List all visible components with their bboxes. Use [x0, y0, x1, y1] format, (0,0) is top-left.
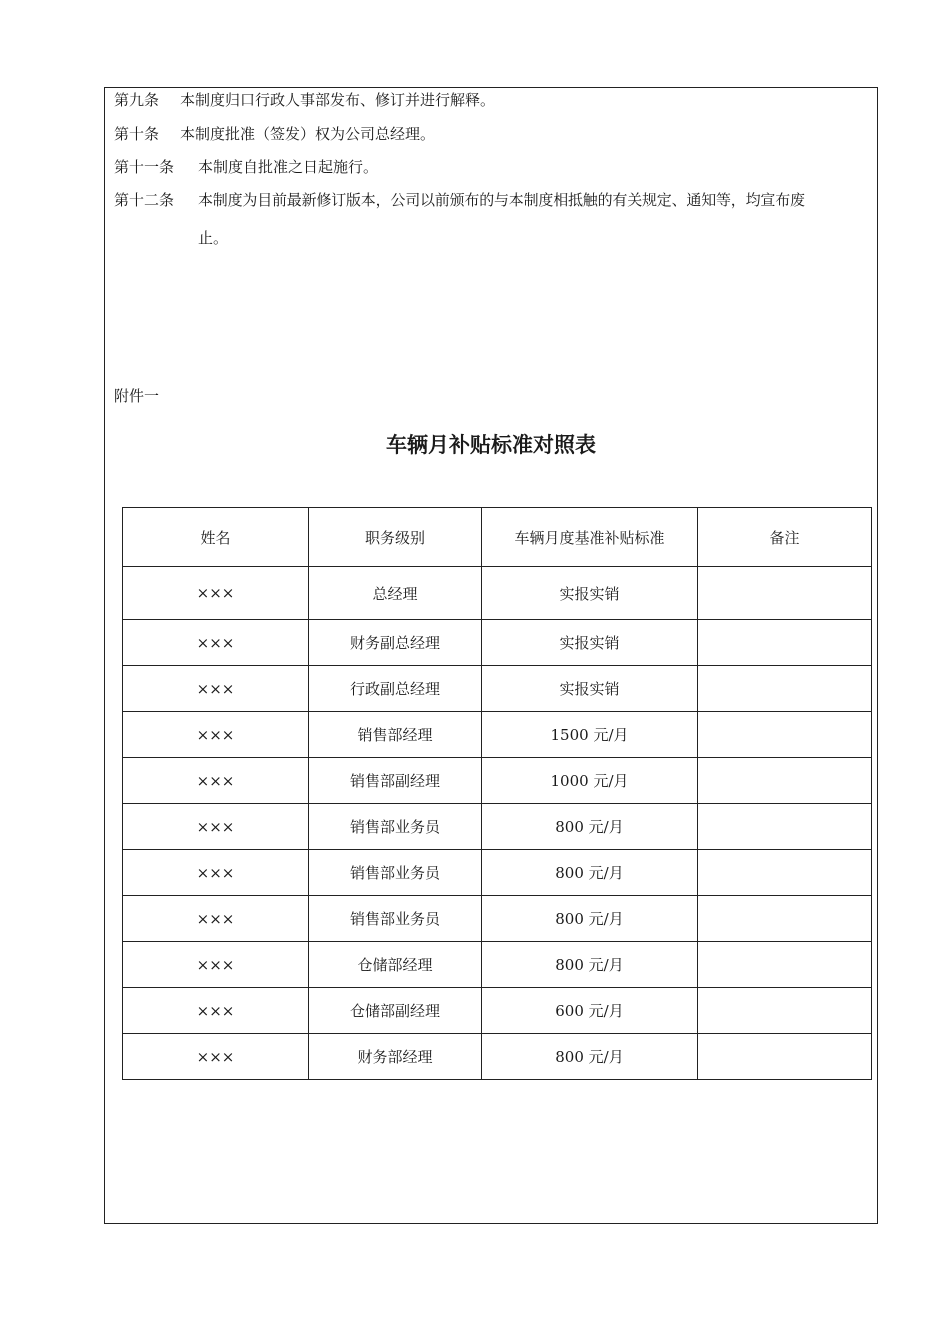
- article-number: 第十一条: [114, 158, 175, 176]
- cell-position: 总经理: [309, 567, 482, 620]
- cell-standard: 实报实销: [482, 666, 698, 712]
- cell-name: ×××: [123, 666, 309, 712]
- cell-position: 行政副总经理: [309, 666, 482, 712]
- article-text: 本制度为目前最新修订版本，公司以前颁布的与本制度相抵触的有关规定、通知等，均宣布废: [198, 191, 805, 209]
- cell-name: ×××: [123, 712, 309, 758]
- cell-remark: [698, 988, 872, 1034]
- cell-position: 财务副总经理: [309, 620, 482, 666]
- cell-remark: [698, 620, 872, 666]
- table-row: [123, 620, 872, 666]
- cell-standard: 800 元/月: [482, 896, 698, 942]
- cell-standard: 800 元/月: [482, 850, 698, 896]
- cell-standard: 实报实销: [482, 567, 698, 620]
- cell-remark: [698, 758, 872, 804]
- cell-name: ×××: [123, 804, 309, 850]
- table-row: [123, 758, 872, 804]
- cell-standard: 1000 元/月: [482, 758, 698, 804]
- table-row: [123, 850, 872, 896]
- article-number: 第九条: [114, 91, 160, 109]
- cell-standard: 实报实销: [482, 620, 698, 666]
- cell-standard: 600 元/月: [482, 988, 698, 1034]
- table-row: [123, 567, 872, 620]
- table-row: [123, 896, 872, 942]
- cell-standard: 800 元/月: [482, 942, 698, 988]
- header-remark: 备注: [698, 508, 872, 567]
- article-11: [114, 156, 378, 178]
- table-row: [123, 804, 872, 850]
- cell-remark: [698, 896, 872, 942]
- table-row: [123, 712, 872, 758]
- cell-standard: 800 元/月: [482, 804, 698, 850]
- table-header-row: [123, 508, 872, 567]
- cell-position: 销售部副经理: [309, 758, 482, 804]
- cell-remark: [698, 1034, 872, 1080]
- cell-name: ×××: [123, 620, 309, 666]
- article-number: 第十二条: [114, 191, 175, 209]
- cell-name: ×××: [123, 942, 309, 988]
- cell-name: ×××: [123, 988, 309, 1034]
- annex-label: 附件一: [114, 387, 160, 405]
- cell-position: 仓储部经理: [309, 942, 482, 988]
- cell-standard: 800 元/月: [482, 1034, 698, 1080]
- cell-position: 销售部经理: [309, 712, 482, 758]
- article-text: 本制度自批准之日起施行。: [198, 158, 379, 176]
- cell-name: ×××: [123, 758, 309, 804]
- cell-name: ×××: [123, 850, 309, 896]
- cell-position: 销售部业务员: [309, 896, 482, 942]
- article-text: 本制度批准（签发）权为公司总经理。: [180, 125, 436, 143]
- table-title: 车辆月补贴标准对照表: [386, 433, 596, 457]
- article-9: [114, 89, 495, 111]
- table-row: [123, 988, 872, 1034]
- cell-name: ×××: [123, 567, 309, 620]
- article-text-continued: 止。: [198, 229, 229, 247]
- table-row: [123, 942, 872, 988]
- table-row: [123, 1034, 872, 1080]
- cell-remark: [698, 712, 872, 758]
- header-name: 姓名: [123, 508, 309, 567]
- subsidy-table: [122, 507, 872, 1080]
- table-row: [123, 666, 872, 712]
- cell-position: 销售部业务员: [309, 804, 482, 850]
- article-text: 本制度归口行政人事部发布、修订并进行解释。: [180, 91, 496, 109]
- cell-remark: [698, 567, 872, 620]
- cell-position: 财务部经理: [309, 1034, 482, 1080]
- cell-position: 销售部业务员: [309, 850, 482, 896]
- header-standard: 车辆月度基准补贴标准: [482, 508, 698, 567]
- header-position: 职务级别: [309, 508, 482, 567]
- cell-name: ×××: [123, 1034, 309, 1080]
- cell-remark: [698, 850, 872, 896]
- cell-name: ×××: [123, 896, 309, 942]
- cell-position: 仓储部副经理: [309, 988, 482, 1034]
- cell-standard: 1500 元/月: [482, 712, 698, 758]
- cell-remark: [698, 666, 872, 712]
- article-number: 第十条: [114, 125, 160, 143]
- cell-remark: [698, 942, 872, 988]
- article-10: [114, 123, 435, 145]
- cell-remark: [698, 804, 872, 850]
